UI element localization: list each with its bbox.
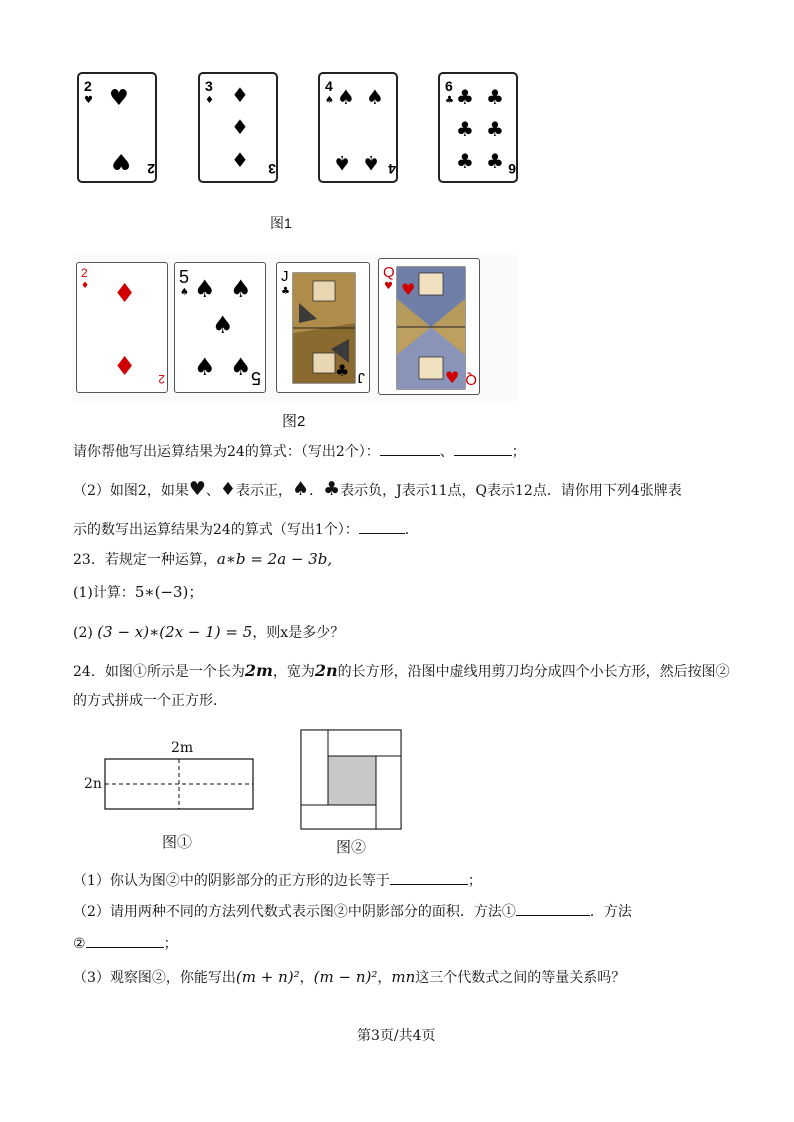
svg-text:♣: ♣ [281, 286, 290, 297]
q23-part1: (1)计算：5∗(−3)； [73, 583, 204, 601]
rectangle-diagram [104, 758, 254, 810]
diamond-icon: ♦ [231, 148, 249, 172]
card-4-spades [318, 72, 398, 183]
q23-part2: (2) (3 − x)∗(2x − 1) = 5，则x是多少？ [73, 623, 345, 641]
answer-blank[interactable] [359, 519, 405, 534]
svg-text:J: J [357, 369, 365, 386]
figure-1-caption: 图1 [270, 215, 292, 231]
shaded-square [328, 756, 376, 805]
spade-icon: ♠ [362, 151, 380, 175]
figure-square-caption: 图② [336, 838, 367, 856]
figure-2-caption: 图2 [282, 413, 306, 430]
diamond-icon: ♦ [219, 479, 237, 500]
spade-icon: ♠ [325, 95, 334, 106]
q22-line-1: 请你帮他写出运算结果为24的算式：（写出2个）： 、 ； [73, 441, 526, 461]
card-queen-hearts [378, 258, 480, 395]
svg-text:♥: ♥ [384, 281, 393, 292]
svg-text:Q: Q [383, 264, 395, 281]
svg-text:♠: ♠ [212, 311, 234, 339]
svg-text:5: 5 [250, 368, 261, 388]
page-footer: 第3页/共4页 [357, 1028, 436, 1044]
card-3-diamonds [198, 72, 278, 183]
spade-icon: ♠ [292, 478, 310, 500]
svg-text:J: J [281, 268, 289, 285]
heart-icon: ♥ [111, 148, 131, 173]
q24-part2-cont: ② ； [73, 933, 178, 953]
q24-part1: （1）你认为图②中的阴影部分的正方形的边长等于 ； [73, 870, 482, 890]
club-icon: ♣ [456, 149, 474, 173]
svg-text:♠: ♠ [230, 353, 252, 381]
svg-text:3: 3 [268, 161, 276, 177]
club-icon: ♣ [486, 117, 504, 141]
svg-text:♦: ♦ [113, 279, 137, 309]
q23-intro: 23．若规定一种运算，a∗b = 2a − 3b, [73, 550, 333, 568]
card-5-spades [174, 262, 266, 393]
q22-line-2: （2）如图2，如果♥、♦表示正，♠．♣表示负，J表示11点，Q表示12点．请你用下列4张牌表 [73, 478, 682, 500]
svg-text:5: 5 [179, 267, 190, 287]
card-2-diamonds [76, 262, 168, 393]
card-rank: 2 [147, 161, 155, 177]
spade-icon: ♠ [366, 85, 384, 109]
dimension-label-top: 2m [171, 740, 194, 756]
svg-text:♠: ♠ [194, 275, 216, 303]
diamond-icon: ♦ [205, 95, 214, 106]
heart-icon: ♥ [188, 478, 206, 500]
club-icon: ♣ [456, 117, 474, 141]
figure-rectangle-caption: 图① [162, 833, 193, 851]
card-jack-clubs [276, 262, 370, 393]
answer-blank[interactable] [86, 933, 164, 948]
square-diagram [300, 729, 402, 830]
card-6-clubs [438, 72, 518, 183]
club-icon: ♣ [323, 478, 341, 500]
q24-part3: （3）观察图②，你能写出(m + n)²，(m − n)²，mn这三个代数式之间的等量关系吗？ [73, 968, 626, 986]
q24-line-2: 的方式拼成一个正方形． [73, 693, 227, 709]
spade-icon: ♠ [333, 151, 351, 175]
club-icon: ♣ [486, 85, 504, 109]
svg-text:3: 3 [205, 78, 213, 94]
heart-icon: ♥ [109, 86, 129, 111]
answer-blank[interactable] [390, 870, 468, 885]
svg-text:♠: ♠ [180, 287, 189, 298]
dimension-label-left: 2n [84, 776, 102, 792]
svg-text:4: 4 [325, 78, 333, 94]
svg-text:♥: ♥ [401, 280, 416, 299]
svg-text:6: 6 [445, 78, 453, 94]
q24-part2: （2）请用两种不同的方法列代数式表示图②中阴影部分的面积．方法① ．方法 [73, 901, 632, 921]
answer-blank[interactable] [454, 441, 512, 456]
club-icon: ♣ [445, 95, 454, 106]
svg-text:♠: ♠ [230, 275, 252, 303]
svg-text:6: 6 [508, 161, 516, 177]
club-icon: ♣ [486, 149, 504, 173]
diamond-icon: ♦ [231, 115, 249, 139]
answer-blank[interactable] [380, 441, 440, 456]
svg-text:2: 2 [158, 372, 165, 386]
svg-text:♦: ♦ [81, 281, 90, 291]
svg-text:4: 4 [388, 161, 396, 177]
spade-icon: ♠ [337, 85, 355, 109]
diamond-icon: ♦ [231, 83, 249, 107]
answer-blank[interactable] [516, 901, 590, 916]
club-icon: ♣ [456, 85, 474, 109]
card-2-hearts [77, 72, 157, 183]
svg-text:♠: ♠ [194, 353, 216, 381]
card-rank: 2 [84, 78, 92, 94]
svg-text:2: 2 [81, 266, 88, 280]
svg-text:♦: ♦ [113, 352, 137, 382]
operation-definition: a∗b = 2a − 3b, [216, 550, 333, 568]
svg-text:♥: ♥ [445, 368, 460, 387]
q24-line-1: 24．如图①所示是一个长为2m，宽为2n的长方形，沿图中虚线用剪刀均分成四个小长方形，然后按图② [73, 661, 730, 680]
q22-line-3: 示的数写出运算结果为24的算式（写出1个）： ． [73, 519, 419, 539]
heart-icon: ♥ [84, 95, 93, 106]
svg-text:♣: ♣ [335, 361, 350, 380]
svg-text:Q: Q [465, 371, 477, 388]
